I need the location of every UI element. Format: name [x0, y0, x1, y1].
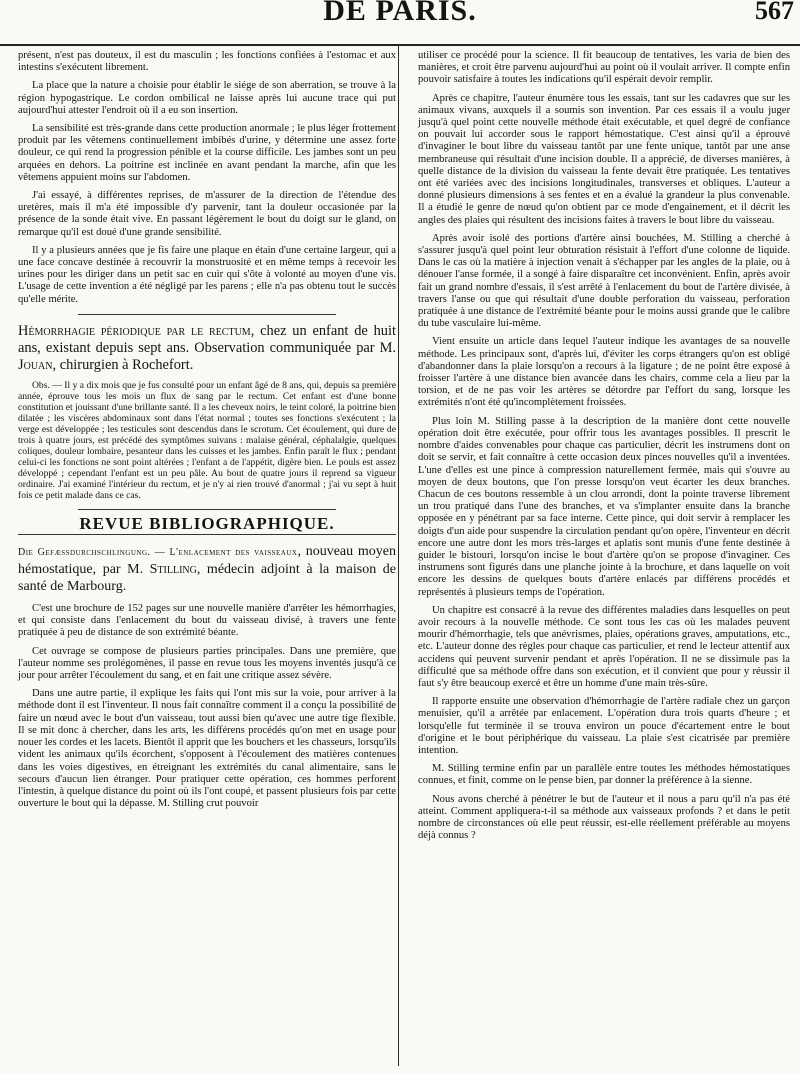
column-divider [398, 46, 399, 1066]
paragraph: M. Stilling termine enfin par un parallèle entre toutes les méthodes hémostatiques connues, et finit, comme on le pense bien, par donner la préférence à la sienne. [418, 763, 790, 787]
book-title-text: , nouveau moyen hémostatique, par M. [18, 544, 397, 578]
observation-title [18, 323, 396, 374]
book-title-end: , médecin adjoint à la maison de santé de Marbourg. [18, 562, 396, 595]
book-author: Stilling [149, 562, 197, 578]
page-number: 567 [755, 0, 794, 25]
observation-title-lead: Hémorrhagie périodique par le rectum [18, 322, 251, 339]
review-section-title: REVUE BIBLIOGRAPHIQUE. [18, 518, 396, 535]
section-divider [78, 314, 336, 315]
paragraph: Nous avons cherché à pénétrer le but de l'auteur et il nous a paru qu'il n'a pas été atteint. Comment appliquera-t-il sa méthode aux vaisseaux profonds ? et dans le petit nombre de circonstances où elle peut réussir, est-elle réellement préférable au moyens déjà connus ? [418, 793, 790, 842]
paragraph: Il y a plusieurs années que je fis faire une plaque en étain d'une certaine largeur, qui a une face concave destinée à recouvrir la monstruosité et en même temps à recevoir les urines pour les diriger dans un petit sac en cuir qui s'ôte à volonté au moyen d'une vis. L'usage de cette invention a été négligé par les parens ; elle n'a pas obtenu tout le succès qu'elle mérite. [18, 244, 396, 305]
paragraph: Dans une autre partie, il explique les faits qui l'ont mis sur la voie, pour arriver à la méthode dont il est l'inventeur. Il nous fait connaître comment il a conçu la possibilité de faire un nœud avec le bout d'un vaisseau, tout aussi bien qu'avec une autre tige flexible. Il se mit donc à chercher, dans les arts, les différens procédés qu'on met en usage pour nouer les cordes et les lacets. Bientôt il apprit que les bouchers et les chasseurs, lorsqu'ils vident les animaux qu'ils écorchent, s'opposent à l'écoulement des matières contenues dans les voies digestives, en étreignant les extrémités du canal alimentaire, sans le secours d'aucun lien étranger. Pour pratiquer cette opération, ces hommes perforent l'intestin, à quelque distance du point où ils l'ont coupé, et passent plusieurs fois par cette ouverture le bout qui la dépasse. M. Stilling crut pouvoir [18, 688, 396, 810]
observation-text: Obs. — Il y a dix mois que je fus consulté pour un enfant âgé de 8 ans, qui, depuis sa première année, éprouve tous les mois un flux de sang par le rectum. Cet enfant est d'une bonne constitution et jouissant d'une brillante santé. Il a les cheveux noirs, le teint coloré, la poitrine bien dilatée ; les viscères abdominaux sont dans l'état normal ; toutes ses fonctions s'exécutent ; la verge est développée ; les testicules sont descendus dans le scrotum. Cet écoulement, qui dure de trois à quatre jours, est précédé des symptômes suivans : malaise général, céphalalgie, quelques coliques, douleur lombaire, pesanteur dans les cuisses et les jambes. Enfin paraît le flux ; pendant celui-ci les fonctions ne sont point altérées ; l'enfant a de l'appétit, digère bien. Le pouls est assez développé ; cependant l'enfant est un peu pâle. Au bout de quatre jours il reprend sa vigueur ordinaire. J'ai examiné l'intérieur du rectum, et je n'y ai rien trouvé d'anormal ; j'ai vu sept à huit fois ce petit malade dans ce cas. [18, 379, 396, 501]
paragraph: Vient ensuite un article dans lequel l'auteur indique les avantages de sa nouvelle méthode. Les principaux sont, d'après lui, d'éviter les corps étrangers qu'on est obligé d'abandonner dans la plaie lorsqu'on a recours à la ligature ; de ne point être exposé à froisser l'artère à une distance bien avancée dans les chairs, comme cela a lieu par la torsion, et de ne pas voir les artères se détordre par l'effort du sang, lorsque les extrémités n'ont été qu'incomplètement froissées. [418, 336, 790, 409]
book-translated-title: — L'enlacement des vaisseaux [150, 547, 298, 559]
observation-title-end: , chirurgien à Rochefort. [52, 356, 194, 373]
left-column [18, 50, 396, 816]
paragraph: C'est une brochure de 152 pages sur une nouvelle manière d'arrêter les hémorrhagies, et qui consiste dans l'enlacement du bout du vaisseau divisé, à travers une fente pratiquée à peu de distance de son extrémité béante. [18, 603, 396, 639]
paragraph: utiliser ce procédé pour la science. Il fit beaucoup de tentatives, les varia de bien des manières, et croit être parvenu aujourd'hui au point où il voulait arriver. Il compte enfin pouvoir satisfaire à toutes les indications qu'il espérait devoir remplir. [418, 50, 790, 86]
observation-title-text: , chez un enfant de huit ans, existant depuis sept ans. Observation communiquée par M. [18, 322, 396, 356]
observation-author: Jouan [18, 356, 53, 373]
paragraph: Plus loin M. Stilling passe à la description de la manière dont cette nouvelle opération doit être exécutée, pour offrir tous les avantages possibles. Il prescrit le nombre d'aides convenables pour chaque cas particulier, décrit les instrumens dont on doit se servir, et fait connaître à cette occasion deux pinces nouvelles qu'il a inventées. L'une d'elles est une pince à compression naturellement fermée, mais qui s'ouvre au moyen de deux boutons, que l'on presse lorsqu'on veut écarter les deux branches. Chacun de ces boutons ressemble à un clou arrondi, dont la pointe traverse librement un trou pratiqué dans l'une des branches, et va s'implanter ensuite dans la branche opposée en y pénétrant par sa face interne. Cette pince, qui doit servir à remplacer les doigts d'un aide pour suspendre la circulation pendant qu'on opère, l'inventeur en décrit encore une autre dont les mors très-larges et aplatis sont munis d'une fente destinée à guider le bistouri, lorsqu'on incise le bout d'artère qu'on se propose d'invaginer. Ces instrumens sont figurés dans une planche jointe à la brochure, et dans laquelle on voit encore les dessins de quelques bouts d'artère enlacés par différens procédés et représentés à plusieurs temps de l'opération. [418, 415, 790, 598]
paragraph: Après ce chapitre, l'auteur énumère tous les essais, tant sur les cadavres que sur les animaux vivans, auxquels il a soumis son invention. Par ces essais il a voulu juger jusqu'à quel point cette nouvelle méthode était exécutable, et quel degré de confiance on pouvait lui accorder sous le rapport hémostatique. C'est ainsi qu'il a éprouvé d'invaginer le bout libre du vaisseau tantôt par une fente unique, tantôt par une anse membraneuse qui résultait d'une incision double. Il a apprécié, de diverses manières, à quelle distance de la division du vaisseau la fente devait être pratiquée. Les tentatives ont été variées avec des incisions longitudinales, transverses et obliques. L'auteur a donné plusieurs dimensions à ses fentes et en a évalué la grandeur la plus convenable. Il a étudié le genre de nœud qu'on obtient par ce mode d'engainement, et il décrit les angles des plaies qui résultent des incisions faites à travers le bout libre du vaisseau. [418, 92, 790, 226]
paragraph: La place que la nature a choisie pour établir le siége de son aberration, se trouve à la région hypogastrique. Le cordon ombilical ne laisse après lui aucune trace qui put aujourd'hui attester l'endroit où il a eu son insertion. [18, 80, 396, 116]
section-divider [78, 509, 336, 510]
page-header [0, 0, 800, 46]
paragraph: Après avoir isolé des portions d'artère ainsi bouchées, M. Stilling a cherché à s'assurer jusqu'à quel point leur obturation résistait à l'effort d'une colonne de liquide. Dans le cas où la matière à injection venait à s'échapper par les angles de la plaie, ou à dénouer l'anse formée, il a songé à faire disparaître cet inconvénient. Enfin, après avoir fait un grand nombre d'essais, il s'est arrêté à l'enlacement du bout de l'artère divisée, à travers l'anse ou que qui résultait d'une double perforation du vaisseau, perforation pratiquée à une distance de l'extrémité béante pour le moins aussi grande que le calibre du tube vasculaire lui-même. [418, 232, 790, 330]
paragraph: Cet ouvrage se compose de plusieurs parties principales. Dans une première, que l'auteur nomme ses prolégomènes, il passe en revue tous les moyens inventés jusqu'à ce jour pour arrêter l'écoulement du sang, et en fait une critique assez sévère. [18, 645, 396, 682]
page-header-title: DE PARIS. [323, 0, 477, 27]
paragraph: présent, n'est pas douteux, il est du masculin ; les fonctions confiées à l'estomac et aux intestins s'exécutent librement. [18, 50, 396, 74]
paragraph: J'ai essayé, à différentes reprises, de m'assurer de la direction de l'étendue des uretères, mais il m'a été impossible d'y parvenir, tant la douleur occasionée par la présence de la sonde était vive. En passant légèrement le bout du doigt sur le gland, on remarque qu'il est doué d'une grande sensibilité. [18, 190, 396, 238]
paragraph: La sensibilité est très-grande dans cette production anormale ; le plus léger frottement produit par les vêtemens continuellement imbibés d'urine, y détermine une assez forte douleur, ce qui rend la progression pénible et la course difficile. Les jambes sont un peu arquées en dehors. La poitrine est inclinée en avant pendant la marche, afin que les vêtemens appuient moins sur l'abdomen. [18, 123, 396, 183]
book-original-title: Die Gefæssdurchschlingung. [18, 547, 151, 559]
book-title [18, 543, 396, 595]
paragraph: Il rapporte ensuite une observation d'hémorrhagie de l'artère radiale chez un garçon menuisier, qu'il a arrêtée par enlacement. L'opération dura trois quarts d'heure ; et lorsqu'elle fut terminée il se trouva environ un pouce d'écartement entre le bout d'origine et le bout périphérique du vaisseau. La plaie s'est cicatrisée par première intention. [418, 696, 790, 756]
right-column [418, 50, 790, 848]
paragraph: Un chapitre est consacré à la revue des différentes maladies dans lesquelles on peut avoir recours à la nouvelle méthode. Ce sont tous les cas où les malades peuvent mourir d'hémorrhagie, tels que anévrismes, plaies, opérations graves, amputations, etc., etc. L'auteur donne des règles pour chaque cas particulier, et rend le lecteur attentif aux accidens qui peuvent survenir pendant et après l'opération. Il ne se dissimule pas la difficulté que sa méthode offre dans son exécution, et il convient que pour y réussir il faut s'y être beaucoup exercé et être un homme d'une main très-sûre. [418, 604, 790, 689]
